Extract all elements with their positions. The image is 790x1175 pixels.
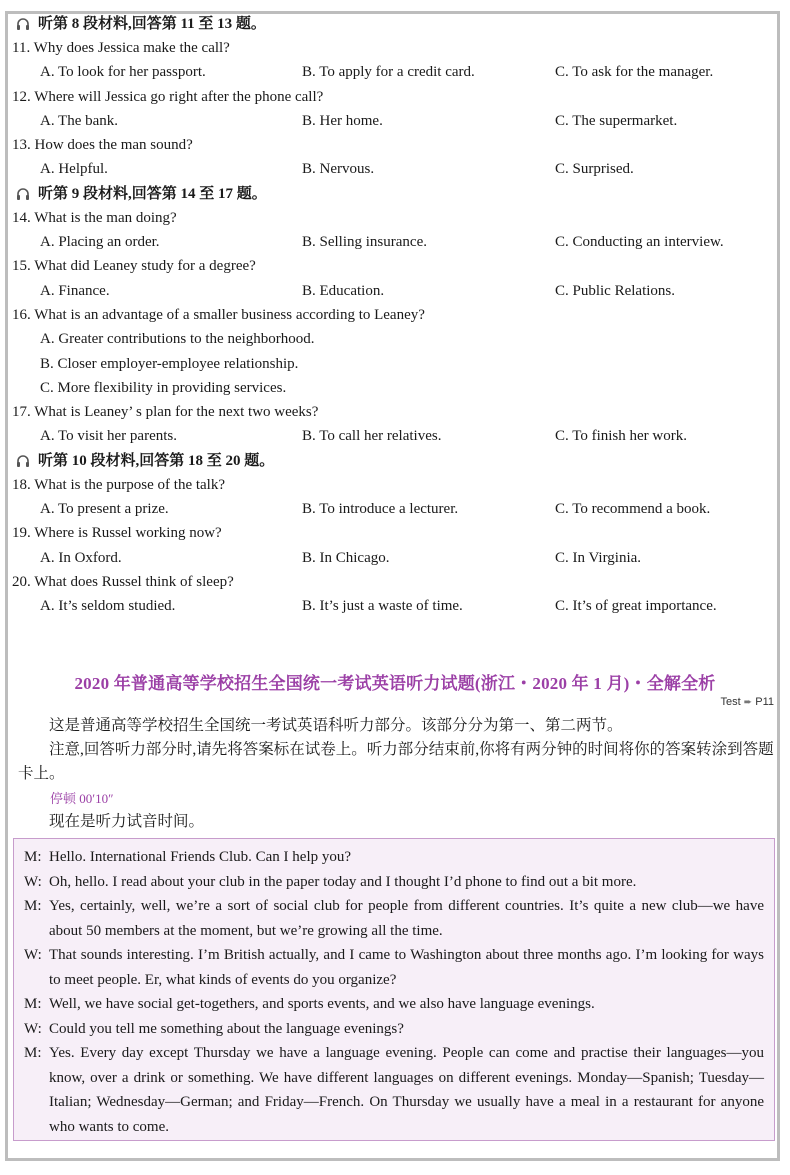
option-a: A. Helpful.	[40, 161, 108, 178]
option-c: C. To recommend a book.	[555, 501, 711, 518]
question: 18. What is the purpose of the talk?	[12, 476, 226, 493]
dialog-turn	[24, 870, 764, 895]
section-header	[12, 449, 777, 473]
section-header-text: 听第 9 段材料,回答第 14 至 17 题。	[38, 185, 267, 202]
option-c: C. More flexibility in providing services.	[40, 379, 287, 396]
option-c: C. Conducting an interview.	[555, 234, 724, 251]
transcript-box	[13, 838, 775, 1141]
intro-paragraph-3: 现在是听力试音时间。	[49, 813, 205, 830]
dialog-text: Yes, certainly, well, we’re a sort of social club for people from different countries. It’s quite a new club—we have about 50 members at the moment, but we’re growing all the time.	[49, 898, 764, 939]
headphones-icon	[16, 454, 30, 468]
option-c: C. It’s of great importance.	[555, 598, 717, 615]
dialog-text: Could you tell me something about the language evenings?	[49, 1020, 404, 1037]
speaker-label: W:	[24, 873, 42, 890]
options-row	[12, 497, 777, 521]
speaker-label: W:	[24, 947, 42, 963]
option-a: A. It’s seldom studied.	[40, 598, 176, 615]
option-a: A. Finance.	[40, 282, 110, 299]
arrow-right-icon: ➨	[743, 697, 753, 708]
headphones-icon	[16, 187, 30, 201]
option-a: A. To look for her passport.	[40, 64, 206, 81]
question: 15. What did Leaney study for a degree?	[12, 258, 256, 275]
question: 16. What is an advantage of a smaller business according to Leaney?	[12, 306, 425, 323]
option-b: B. To apply for a credit card.	[302, 64, 475, 81]
question: 20. What does Russel think of sleep?	[12, 573, 234, 590]
options-row	[12, 279, 777, 303]
option-b: B. To call her relatives.	[302, 428, 442, 445]
dialog-text: Well, we have social get-togethers, and sports events, and we also have language evenings.	[49, 996, 595, 1012]
intro-paragraph-1: 这是普通高等学校招生全国统一考试英语科听力部分。该部分分为第一、第二两节。	[49, 717, 623, 734]
options-row	[12, 109, 777, 133]
option-a: A. To present a prize.	[40, 501, 169, 518]
dialog-text: That sounds interesting. I’m British actually, and I came to Washington about three months ago. I’m looking for ways to meet people. Er, what kinds of events do you organize?	[49, 947, 764, 988]
option-b: B. Education.	[302, 282, 385, 299]
speaker-label: M:	[24, 1045, 42, 1061]
intro-paragraph-2: 注意,回答听力部分时,请先将答案标在试卷上。听力部分结束前,你将有两分钟的时间将你的答案转涂到答题卡上。	[18, 741, 774, 782]
option-c: C. Public Relations.	[555, 282, 675, 299]
option-b: B. It’s just a waste of time.	[302, 598, 463, 615]
analysis-title: 2020 年普通高等学校招生全国统一考试英语听力试题(浙江・2020 年 1 月)・全解全析	[74, 674, 716, 693]
option-a: A. To visit her parents.	[40, 428, 177, 445]
option-a: A. The bank.	[40, 112, 119, 129]
question: 19. Where is Russel working now?	[12, 525, 222, 542]
dialog-turn	[24, 1041, 764, 1139]
question: 14. What is the man doing?	[12, 209, 177, 226]
section-header-text: 听第 8 段材料,回答第 11 至 13 题。	[38, 16, 266, 32]
pause-marker: 停顿 00′10″	[50, 791, 114, 806]
dialog-turn	[24, 1017, 764, 1042]
speaker-label: M:	[24, 996, 42, 1012]
option-c: C. To ask for the manager.	[555, 64, 714, 81]
options-row	[12, 60, 777, 84]
section-header	[12, 182, 777, 206]
speaker-label: M:	[24, 898, 42, 914]
question: 17. What is Leaney’ s plan for the next two weeks?	[12, 404, 319, 421]
option-b: B. Her home.	[302, 112, 383, 129]
question: 13. How does the man sound?	[12, 137, 193, 154]
speaker-label: M:	[24, 849, 42, 865]
option-b: B. Nervous.	[302, 161, 375, 178]
dialog-turn	[24, 845, 764, 870]
option-b: B. Selling insurance.	[302, 234, 427, 251]
option-c: C. In Virginia.	[555, 549, 642, 566]
options-row	[12, 424, 777, 448]
speaker-label: W:	[24, 1020, 42, 1037]
section-header	[12, 12, 777, 36]
option-a: A. Greater contributions to the neighborhood.	[40, 331, 315, 348]
options-row	[12, 546, 777, 570]
question: 12. Where will Jessica go right after the phone call?	[12, 88, 324, 105]
headphones-icon	[16, 17, 30, 31]
option-c: C. To finish her work.	[555, 428, 687, 445]
dialog-text: Yes. Every day except Thursday we have a language evening. People can come and practise their languages—you know, over a drink or something. We have different languages on different evenings. Monday—Spanish; Tuesday—Italian; Wednesday—German; and Friday—French. On Thursday we usually have a meal in a restaurant for anyone who wants to come.	[49, 1045, 764, 1135]
dialog-turn	[24, 992, 764, 1017]
dialog-turn	[24, 894, 764, 943]
dialog-turn	[24, 943, 764, 992]
option-b: B. In Chicago.	[302, 549, 390, 566]
option-a: A. In Oxford.	[40, 549, 122, 566]
options-row	[12, 594, 777, 618]
options-row	[12, 157, 777, 181]
question: 11. Why does Jessica make the call?	[12, 40, 230, 56]
questions-area	[12, 12, 777, 619]
options-row	[12, 230, 777, 254]
reference-page: P11	[755, 696, 774, 708]
dialog-text: Hello. International Friends Club. Can I help you?	[49, 849, 352, 865]
reference-label: Test	[720, 696, 741, 708]
option-b: B. To introduce a lecturer.	[302, 501, 459, 518]
option-c: C. The supermarket.	[555, 112, 678, 129]
page-reference	[721, 696, 774, 708]
option-a: A. Placing an order.	[40, 234, 160, 251]
section-header-text: 听第 10 段材料,回答第 18 至 20 题。	[38, 452, 275, 469]
dialog-text: Oh, hello. I read about your club in the paper today and I thought I’d phone to find out a bit more.	[49, 873, 637, 890]
option-b: B. Closer employer-employee relationship.	[40, 355, 299, 372]
option-c: C. Surprised.	[555, 161, 634, 178]
